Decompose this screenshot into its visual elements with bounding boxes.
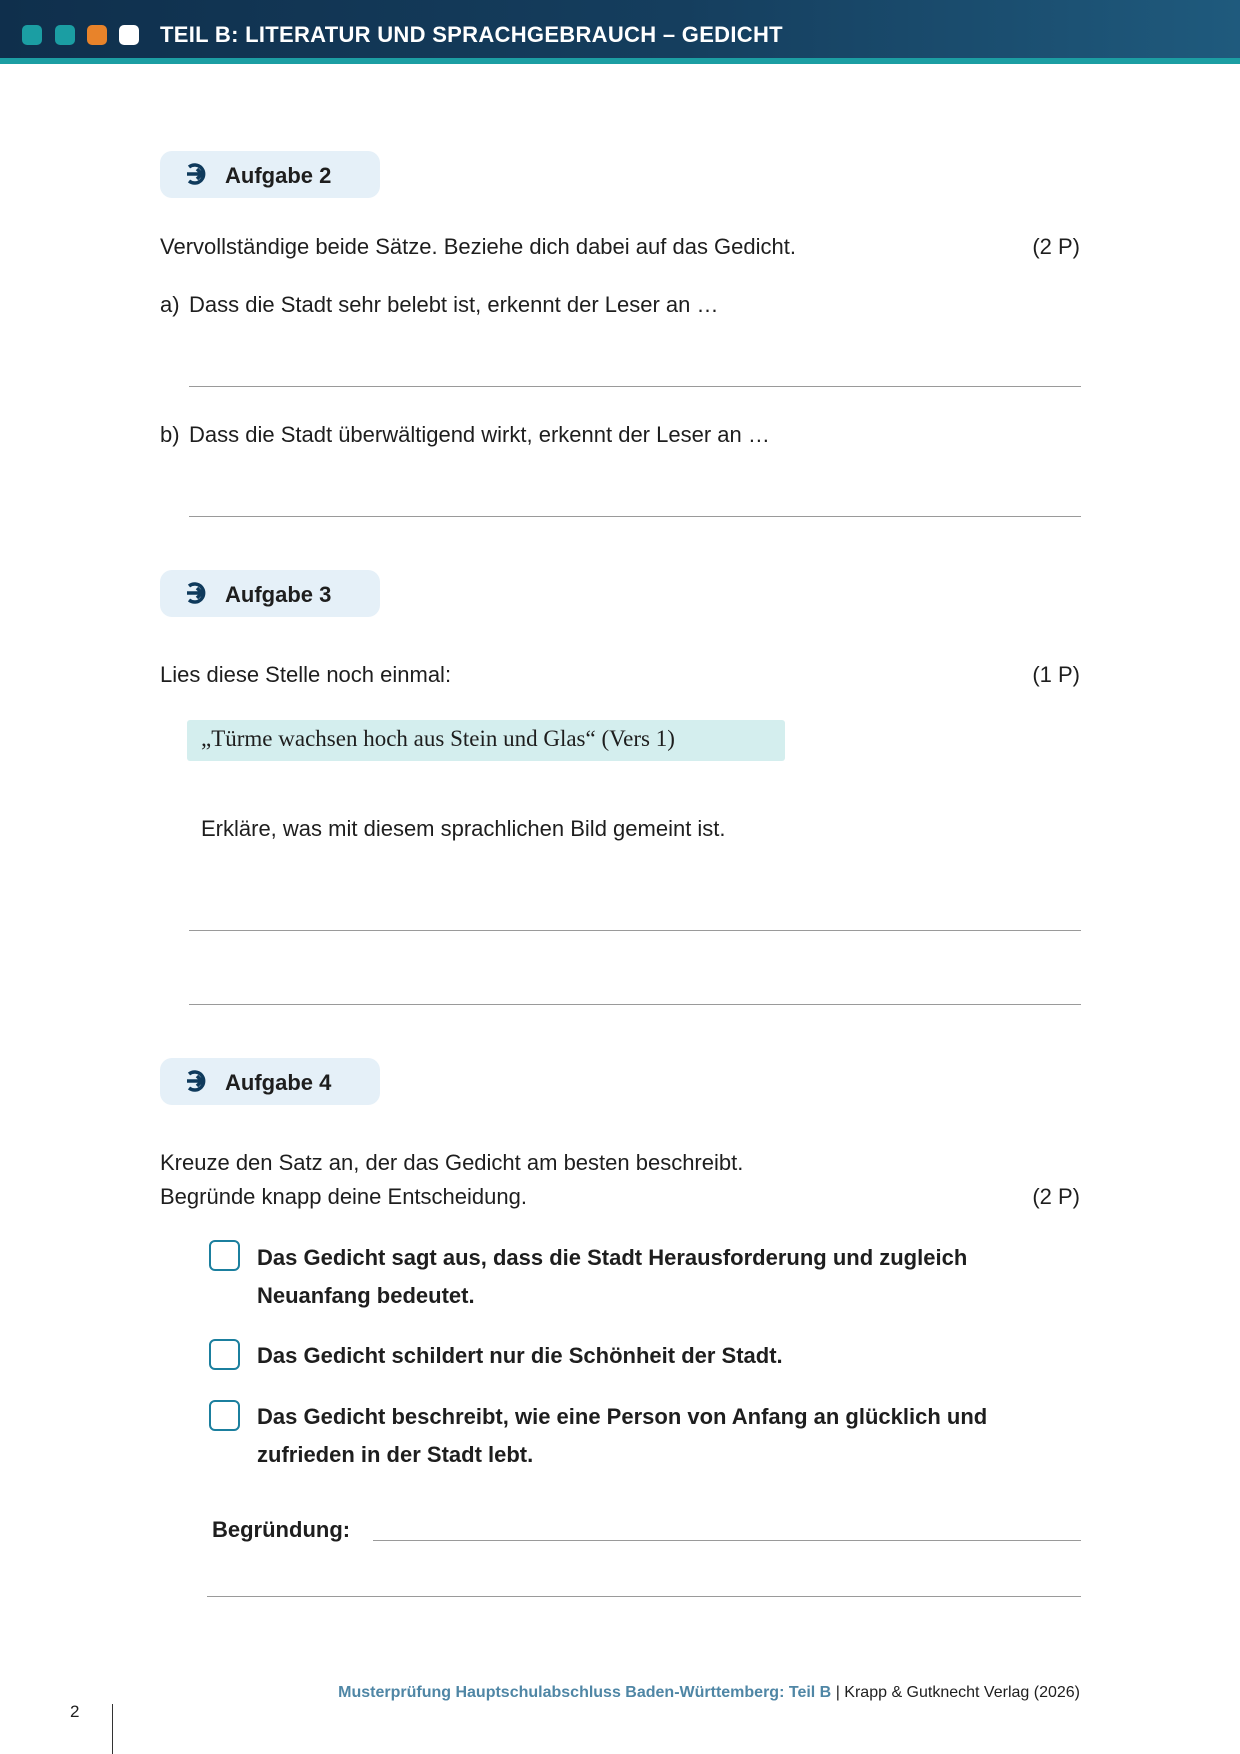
task-2b-text: Dass die Stadt überwältigend wirkt, erkennt der Leser an … xyxy=(189,422,770,447)
task-4-title: Aufgabe 4 xyxy=(225,1070,332,1095)
quote-box xyxy=(187,720,785,761)
white-square-icon xyxy=(119,25,139,45)
option-2-checkbox[interactable] xyxy=(209,1339,240,1370)
page-divider xyxy=(112,1704,113,1754)
task-2b-marker: b) xyxy=(160,422,180,447)
answer-line-2b[interactable] xyxy=(189,516,1081,517)
orange-square-icon xyxy=(87,25,107,45)
teal-square-icon xyxy=(22,25,42,45)
task-3-question: Erkläre, was mit diesem sprachlichen Bild gemeint ist. xyxy=(201,816,726,841)
task-3-instruction: Lies diese Stelle noch einmal: xyxy=(160,662,452,687)
task-2-instruction: Vervollständige beide Sätze. Beziehe dich dabei auf das Gedicht. xyxy=(160,234,796,259)
task-4-instruction-2: Begründe knapp deine Entscheidung. xyxy=(160,1184,527,1209)
reason-label: Begründung: xyxy=(212,1517,351,1542)
task-3-title: Aufgabe 3 xyxy=(225,582,332,607)
arrow-right-icon xyxy=(185,1070,209,1092)
task-2a-marker: a) xyxy=(160,292,180,317)
footer-separator: | xyxy=(835,1684,840,1701)
footer-text xyxy=(338,1682,1080,1704)
reason-line-1[interactable] xyxy=(373,1540,1081,1541)
task-2-title: Aufgabe 2 xyxy=(225,163,332,188)
task-3-points: (1 P) xyxy=(1032,662,1080,687)
arrow-right-icon xyxy=(185,163,209,185)
task-4-points: (2 P) xyxy=(1032,1184,1080,1209)
answer-line-3a[interactable] xyxy=(189,930,1081,931)
task-2-label xyxy=(160,151,380,198)
task-4-instruction-1: Kreuze den Satz an, der das Gedicht am besten beschreibt. xyxy=(160,1150,744,1175)
option-2-text: Das Gedicht schildert nur die Schönheit der Stadt. xyxy=(257,1343,783,1368)
footer-publisher: Krapp & Gutknecht Verlag (2026) xyxy=(844,1684,1080,1701)
page-number: 2 xyxy=(70,1702,80,1721)
answer-line-3b[interactable] xyxy=(189,1004,1081,1005)
option-3-checkbox[interactable] xyxy=(209,1400,240,1431)
teal-square-icon xyxy=(55,25,75,45)
option-1-checkbox[interactable] xyxy=(209,1240,240,1271)
quote-text: „Türme wachsen hoch aus Stein und Glas“ (Vers 1) xyxy=(201,726,675,751)
reason-line-2[interactable] xyxy=(207,1596,1081,1597)
arrow-right-icon xyxy=(185,582,209,604)
task-4-label xyxy=(160,1058,380,1105)
answer-line-2a[interactable] xyxy=(189,386,1081,387)
header-title: TEIL B: LITERATUR UND SPRACHGEBRAUCH – GEDICHT xyxy=(160,22,783,47)
header-bar xyxy=(0,0,1240,64)
task-2-points: (2 P) xyxy=(1032,234,1080,259)
task-2a-text: Dass die Stadt sehr belebt ist, erkennt der Leser an … xyxy=(189,292,719,317)
option-1-text: Das Gedicht sagt aus, dass die Stadt Herausforderung und zugleich Neuanfang bedeutet. xyxy=(257,1245,968,1308)
option-3-text: Das Gedicht beschreibt, wie eine Person von Anfang an glücklich und zufrieden in der Stadt lebt. xyxy=(257,1404,988,1467)
footer-title: Musterprüfung Hauptschulabschluss Baden-Württemberg: Teil B xyxy=(338,1684,832,1701)
task-3-label xyxy=(160,570,380,617)
